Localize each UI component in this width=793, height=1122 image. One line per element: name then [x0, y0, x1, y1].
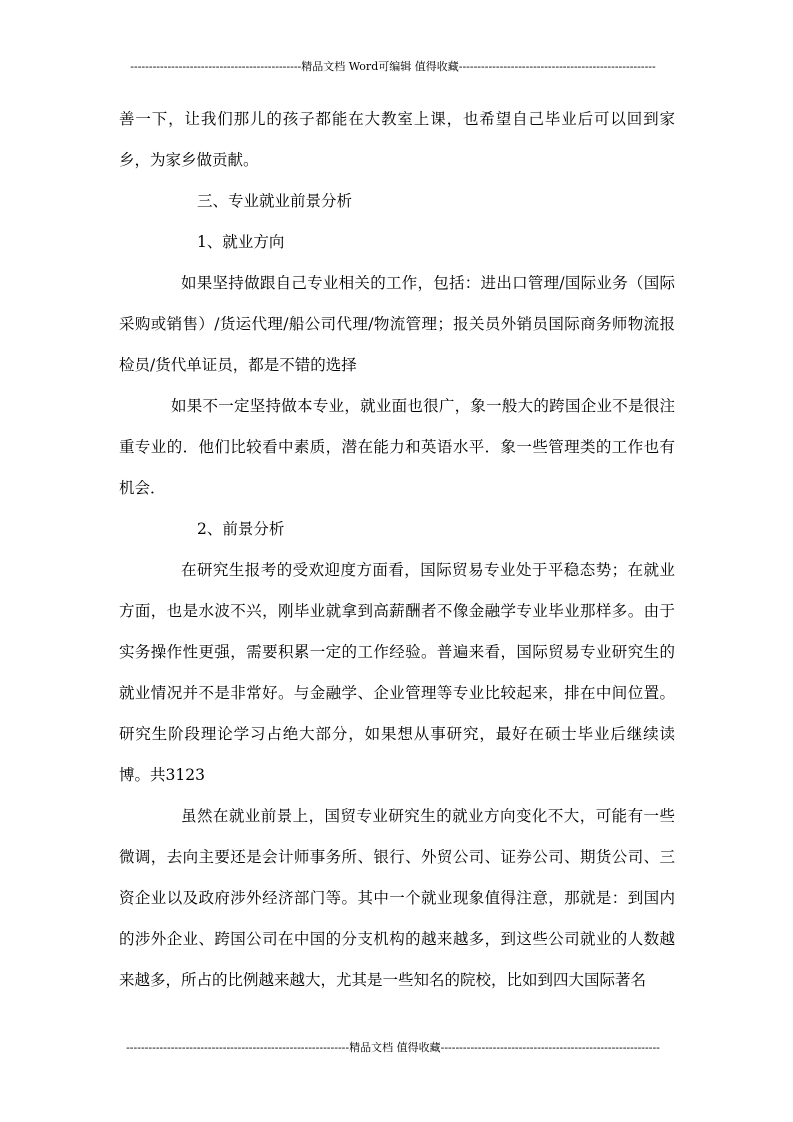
document-body	[119, 99, 675, 1001]
paragraph-prospects-direction: 虽然在就业前景上，国贸专业研究生的就业方向变化不大，可能有一些微调，去向主要还是会计师事务所、银行、外贸公司、证券公司、期货公司、三资企业以及政府涉外经济部门等。其中一个就业现象值得注意，那就是：到国内的涉外企业、跨国公司在中国的分支机构的越来越多，到这些公司就业的人数越来越多，所占的比例越来越大，尤其是一些知名的院校，比如到四大国际著名	[119, 807, 675, 989]
paragraph-intro: 善一下，让我们那儿的孩子都能在大教室上课，也希望自己毕业后可以回到家乡，为家乡做贡献。	[119, 110, 675, 169]
paragraph-employment-related: 如果坚持做跟自己专业相关的工作，包括：进出口管理/国际业务（国际采购或销售）/货运代理/船公司代理/物流管理；报关员外销员国际商务师物流报检员/货代单证员，都是不错的选择	[119, 274, 675, 374]
page-footer: ------------------------------------------------------------精品文档 值得收藏-----------------------------------------------------------	[126, 1041, 660, 1054]
page-header: ----------------------------------------------精品文档 Word可编辑 值得收藏-----------------------------------------------------	[130, 60, 656, 73]
section-heading: 三、专业就业前景分析	[197, 192, 353, 210]
subsection-heading-employment: 1、就业方向	[197, 233, 285, 251]
paragraph-employment-other: 如果不一定坚持做本专业，就业面也很广，象一般大的跨国企业不是很注重专业的．他们比较看中素质，潜在能力和英语水平．象一些管理类的工作也有机会．	[119, 397, 675, 497]
paragraph-prospects: 在研究生报考的受欢迎度方面看，国际贸易专业处于平稳态势；在就业方面，也是水波不兴，刚毕业就拿到高薪酬者不像金融学专业毕业那样多。由于实务操作性更强，需要积累一定的工作经验。普遍来看，国际贸易专业研究生的就业情况并不是非常好。与金融学、企业管理等专业比较起来，排在中间位置。研究生阶段理论学习占绝大部分，如果想从事研究，最好在硕士毕业后继续读博。共3123	[119, 561, 675, 784]
subsection-heading-prospects: 2、前景分析	[197, 520, 285, 538]
